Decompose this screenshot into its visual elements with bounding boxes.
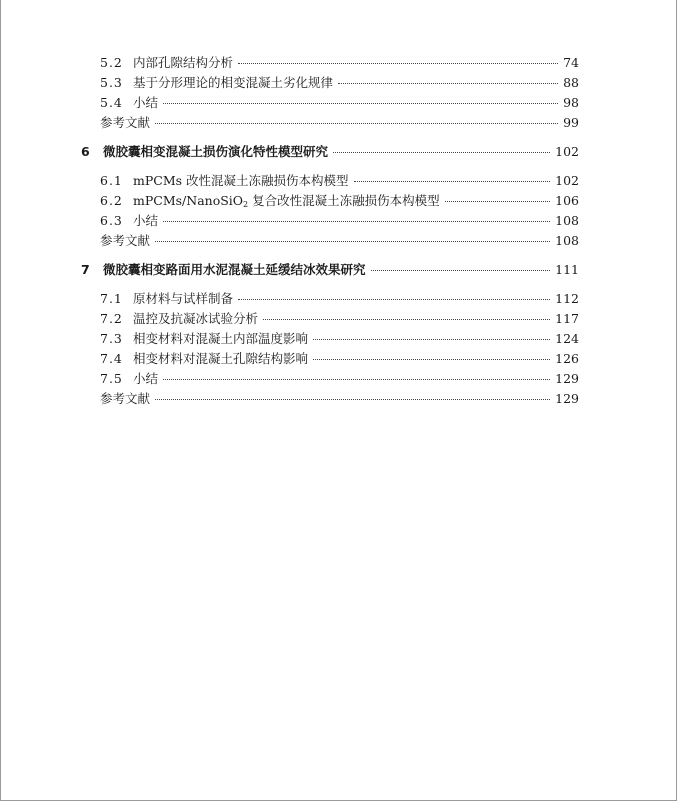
toc-entry-number: 7.5	[100, 371, 123, 386]
toc-section-entry[interactable]	[100, 192, 579, 210]
toc-entry-page-number: 102	[555, 173, 579, 188]
toc-entry-title: 小结	[133, 213, 159, 228]
toc-entry-title: 温控及抗凝冰试验分析	[133, 311, 259, 326]
toc-section-entry[interactable]	[100, 330, 579, 348]
toc-entry-number: 7.3	[100, 331, 123, 346]
toc-entry-title: 参考文献	[100, 233, 151, 248]
toc-entry-page-number: 98	[563, 95, 579, 110]
toc-entry-page-number: 99	[563, 115, 579, 130]
toc-entry-page-number: 129	[555, 371, 579, 386]
toc-references-entry[interactable]	[100, 232, 579, 250]
toc-references-entry[interactable]	[100, 114, 579, 132]
toc-entry-page-number: 129	[555, 391, 579, 406]
toc-entry-page-number: 106	[555, 193, 579, 208]
toc-entry-page-number: 111	[555, 262, 579, 277]
toc-entry-title: 参考文献	[100, 391, 151, 406]
toc-section-entry[interactable]	[100, 54, 579, 72]
toc-entry-title: 微胶囊相变路面用水泥混凝土延缓结冰效果研究	[103, 262, 366, 277]
toc-section-entry[interactable]	[100, 212, 579, 230]
toc-dot-leader	[155, 399, 550, 400]
toc-entry-number: 6.3	[100, 213, 123, 228]
toc-entry-page-number: 74	[563, 55, 579, 70]
toc-entry-number: 7	[81, 262, 90, 277]
toc-entry-page-number: 126	[555, 351, 579, 366]
toc-entry-title: 原材料与试样制备	[133, 291, 234, 306]
toc-entry-title-subscript: 2	[243, 200, 249, 209]
toc-entry-page-number: 108	[555, 233, 579, 248]
toc-references-entry[interactable]	[100, 390, 579, 408]
toc-entry-title: 参考文献	[100, 115, 151, 130]
toc-entry-title: 基于分形理论的相变混凝土劣化规律	[133, 75, 334, 90]
toc-dot-leader	[333, 152, 550, 153]
toc-section-entry[interactable]	[100, 94, 579, 112]
toc-entry-number: 5.2	[100, 55, 123, 70]
toc-chapter-entry[interactable]	[81, 143, 579, 161]
toc-entry-title-part: mPCMs/NanoSiO	[133, 193, 244, 208]
toc-entry-title: 内部孔隙结构分析	[133, 55, 234, 70]
toc-entry-title: 相变材料对混凝土内部温度影响	[133, 331, 309, 346]
toc-entry-number: 7.1	[100, 291, 123, 306]
toc-dot-leader	[338, 83, 558, 84]
toc-entry-number: 5.3	[100, 75, 123, 90]
toc-section-entry[interactable]	[100, 290, 579, 308]
toc-entry-title: 相变材料对混凝土孔隙结构影响	[133, 351, 309, 366]
toc-entry-number: 6	[81, 144, 90, 159]
toc-entry-page-number: 112	[555, 291, 579, 306]
toc-dot-leader	[313, 359, 550, 360]
toc-dot-leader	[163, 103, 558, 104]
toc-dot-leader	[163, 379, 550, 380]
toc-section-entry[interactable]	[100, 370, 579, 388]
toc-entry-number: 6.1	[100, 173, 123, 188]
toc-dot-leader	[354, 181, 551, 182]
toc-entry-title: mPCMs 改性混凝土冻融损伤本构模型	[133, 173, 349, 188]
toc-entry-page-number: 88	[563, 75, 579, 90]
toc-entry-page-number: 117	[555, 311, 579, 326]
toc-entry-number: 7.4	[100, 351, 123, 366]
toc-section-entry[interactable]	[100, 74, 579, 92]
toc-dot-leader	[155, 241, 550, 242]
toc-entry-title: 微胶囊相变混凝土损伤演化特性模型研究	[103, 144, 329, 159]
toc-entry-number: 6.2	[100, 193, 123, 208]
toc-dot-leader	[238, 299, 550, 300]
toc-entry-title-part: 复合改性混凝土冻融损伤本构模型	[248, 193, 440, 208]
toc-entry-title: 小结	[133, 371, 159, 386]
toc-section-entry[interactable]	[100, 172, 579, 190]
toc-entry-page-number: 108	[555, 213, 579, 228]
toc-dot-leader	[445, 201, 551, 202]
toc-entry-title	[133, 192, 440, 214]
toc-dot-leader	[163, 221, 550, 222]
toc-section-entry[interactable]	[100, 350, 579, 368]
toc-chapter-entry[interactable]	[81, 261, 579, 279]
toc-entry-title: 小结	[133, 95, 159, 110]
toc-dot-leader	[155, 123, 558, 124]
toc-dot-leader	[371, 270, 551, 271]
toc-dot-leader	[263, 319, 550, 320]
toc-dot-leader	[238, 63, 558, 64]
toc-section-entry[interactable]	[100, 310, 579, 328]
toc-dot-leader	[313, 339, 550, 340]
toc-entry-page-number: 102	[555, 144, 579, 159]
toc-entry-number: 5.4	[100, 95, 123, 110]
toc-entry-number: 7.2	[100, 311, 123, 326]
toc-entry-page-number: 124	[555, 331, 579, 346]
